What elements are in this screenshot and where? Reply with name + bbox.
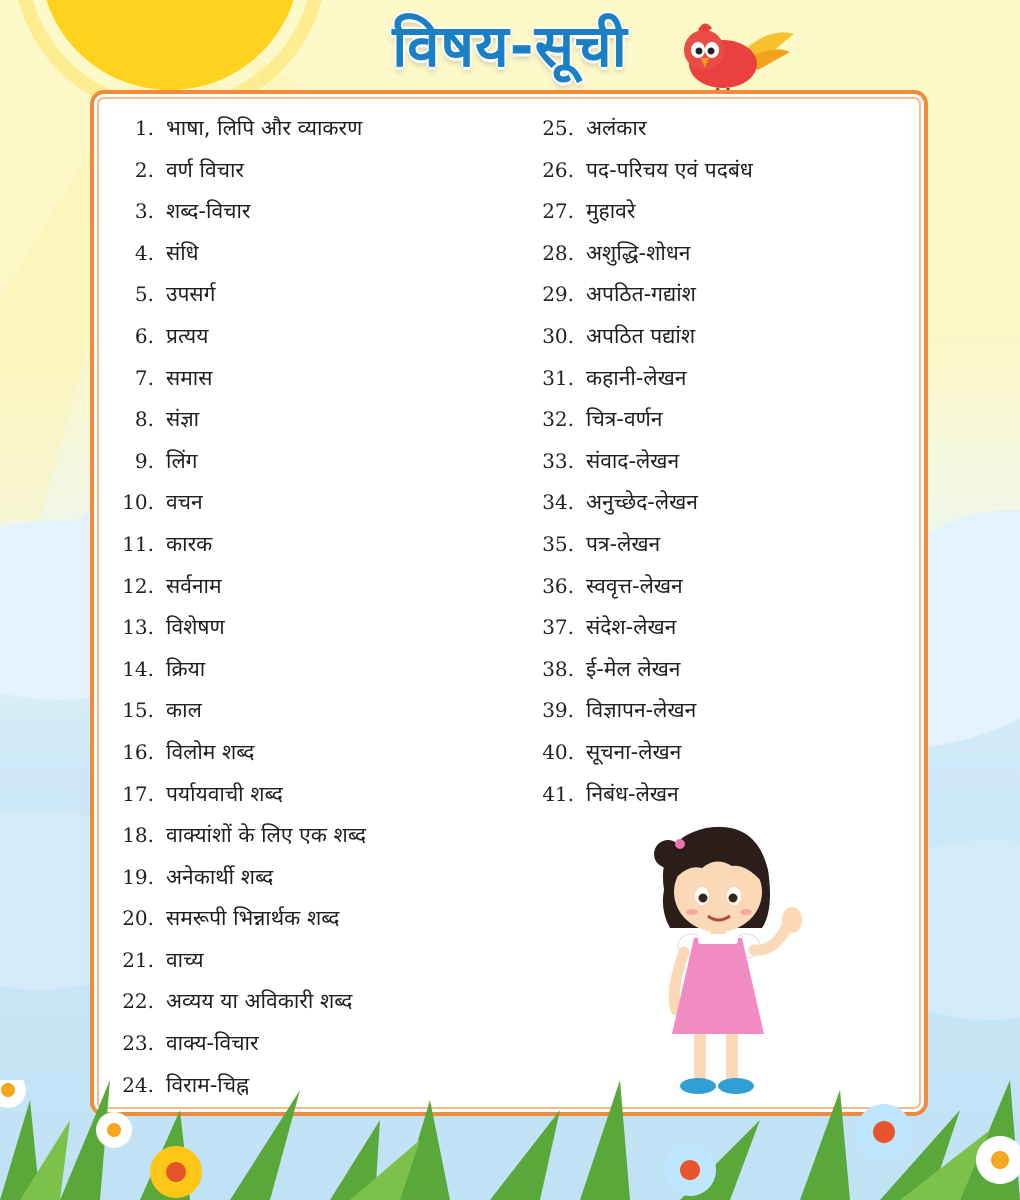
entry-title: विलोम शब्द [166, 739, 255, 764]
contents-entry [108, 649, 366, 691]
entry-title: अशुद्धि-शोधन [586, 240, 691, 265]
contents-entry [528, 482, 753, 524]
entry-number: 41. [542, 781, 574, 806]
entry-title: पद-परिचय एवं पदबंध [586, 157, 753, 182]
contents-entry [528, 566, 753, 608]
entry-number: 32. [542, 407, 574, 432]
entry-number: 22. [122, 989, 154, 1014]
page-title: विषय-सूची [392, 12, 628, 80]
entry-title: अपठित पद्यांश [586, 323, 696, 348]
entry-number: 16. [122, 739, 154, 764]
entry-number: 6. [134, 323, 154, 348]
contents-entry [528, 274, 753, 316]
entry-number: 35. [542, 531, 574, 556]
entry-number: 5. [134, 282, 154, 307]
entry-title: अपठित-गद्यांश [586, 282, 696, 307]
entry-title: लिंग [166, 448, 198, 473]
entry-number: 15. [122, 698, 154, 723]
entry-title: संधि [166, 240, 199, 265]
contents-entry [528, 191, 753, 233]
entry-title: कारक [166, 531, 213, 556]
entry-number: 1. [134, 116, 154, 140]
entry-number: 30. [542, 323, 574, 348]
entry-title: वचन [166, 490, 203, 515]
contents-column-right [528, 108, 753, 815]
entry-title: प्रत्यय [166, 323, 209, 348]
contents-entry [108, 898, 366, 940]
entry-title: चित्र-वर्णन [586, 407, 663, 432]
entry-number: 40. [542, 739, 574, 764]
entry-number: 8. [134, 407, 154, 432]
entry-number: 36. [542, 573, 574, 598]
entry-number: 28. [542, 240, 574, 265]
entry-number: 31. [542, 365, 574, 390]
entry-title: पर्यायवाची शब्द [166, 781, 283, 806]
grass-flowers-decoration [0, 1080, 1020, 1200]
entry-title: अव्यय या अविकारी शब्द [166, 989, 353, 1014]
contents-entry [108, 399, 366, 441]
entry-title: विशेषण [166, 615, 225, 640]
entry-number: 4. [134, 240, 154, 265]
contents-entry [108, 1023, 366, 1065]
contents-entry [108, 940, 366, 982]
entry-number: 14. [122, 656, 154, 681]
entry-number: 20. [122, 906, 154, 931]
contents-entry [108, 607, 366, 649]
entry-title: उपसर्ग [166, 282, 216, 307]
entry-number: 18. [122, 823, 154, 848]
contents-entry [108, 981, 366, 1023]
contents-entry [108, 316, 366, 358]
contents-entry [108, 482, 366, 524]
entry-number: 34. [542, 490, 574, 515]
contents-entry [108, 150, 366, 192]
entry-number: 24. [122, 1072, 154, 1097]
entry-title: विराम-चिह्न [166, 1072, 250, 1097]
contents-entry [108, 191, 366, 233]
entry-title: संज्ञा [166, 407, 200, 432]
entry-number: 9. [134, 448, 154, 473]
contents-entry [108, 857, 366, 899]
contents-entry [108, 774, 366, 816]
contents-entry [108, 358, 366, 400]
contents-entry [528, 524, 753, 566]
contents-entry [108, 524, 366, 566]
entry-title: संवाद-लेखन [586, 448, 680, 473]
contents-column-left [108, 108, 366, 1106]
entry-title: अलंकार [586, 116, 647, 140]
entry-title: अनुच्छेद-लेखन [586, 490, 698, 515]
contents-entry [108, 441, 366, 483]
entry-number: 23. [122, 1031, 154, 1056]
entry-title: वाक्यांशों के लिए एक शब्द [166, 823, 366, 848]
entry-title: भाषा, लिपि और व्याकरण [166, 116, 363, 140]
entry-title: सूचना-लेखन [586, 739, 682, 764]
entry-title: संदेश-लेखन [586, 615, 677, 640]
entry-title: कहानी-लेखन [586, 365, 687, 390]
entry-number: 39. [542, 698, 574, 723]
contents-entry [528, 774, 753, 816]
contents-entry [108, 274, 366, 316]
contents-entry [528, 649, 753, 691]
entry-title: निबंध-लेखन [586, 781, 679, 806]
entry-title: समरूपी भिन्नार्थक शब्द [166, 906, 340, 931]
entry-title: स्ववृत्त-लेखन [586, 573, 683, 598]
contents-entry [528, 358, 753, 400]
entry-number: 3. [134, 199, 154, 224]
entry-title: वाक्य-विचार [166, 1031, 259, 1056]
contents-entry [108, 815, 366, 857]
entry-number: 2. [134, 157, 154, 182]
contents-entry [528, 399, 753, 441]
entry-title: क्रिया [166, 656, 206, 681]
entry-number: 38. [542, 656, 574, 681]
entry-title: मुहावरे [586, 199, 636, 224]
entry-number: 21. [122, 947, 154, 972]
entry-number: 17. [122, 781, 154, 806]
entry-number: 10. [122, 490, 154, 515]
contents-entry [528, 607, 753, 649]
entry-title: ई-मेल लेखन [586, 656, 681, 681]
contents-entry [108, 108, 366, 150]
contents-entry [108, 566, 366, 608]
entry-number: 27. [542, 199, 574, 224]
contents-entry [528, 316, 753, 358]
entry-title: शब्द-विचार [166, 199, 251, 224]
contents-entry [528, 732, 753, 774]
entry-number: 29. [542, 282, 574, 307]
entry-number: 11. [122, 531, 154, 556]
contents-entry [108, 233, 366, 275]
contents-entry [528, 150, 753, 192]
entry-title: पत्र-लेखन [586, 531, 661, 556]
entry-number: 7. [134, 365, 154, 390]
contents-entry [528, 690, 753, 732]
contents-entry [528, 233, 753, 275]
contents-entry [528, 108, 753, 150]
contents-entry [108, 690, 366, 732]
entry-number: 25. [542, 116, 574, 140]
entry-number: 12. [122, 573, 154, 598]
flower-icon [150, 1146, 202, 1198]
entry-title: सर्वनाम [166, 573, 222, 598]
entry-number: 19. [122, 864, 154, 889]
entry-title: वाच्य [166, 947, 204, 972]
entry-number: 13. [122, 615, 154, 640]
entry-title: वर्ण विचार [166, 157, 245, 182]
girl-illustration [646, 820, 816, 1100]
entry-number: 33. [542, 448, 574, 473]
entry-title: अनेकार्थी शब्द [166, 864, 274, 889]
entry-number: 26. [542, 157, 574, 182]
entry-title: समास [166, 365, 213, 390]
bird-icon [668, 16, 798, 98]
contents-entry [528, 441, 753, 483]
entry-number: 37. [542, 615, 574, 640]
contents-entry [108, 732, 366, 774]
entry-title: काल [166, 698, 202, 723]
entry-title: विज्ञापन-लेखन [586, 698, 697, 723]
